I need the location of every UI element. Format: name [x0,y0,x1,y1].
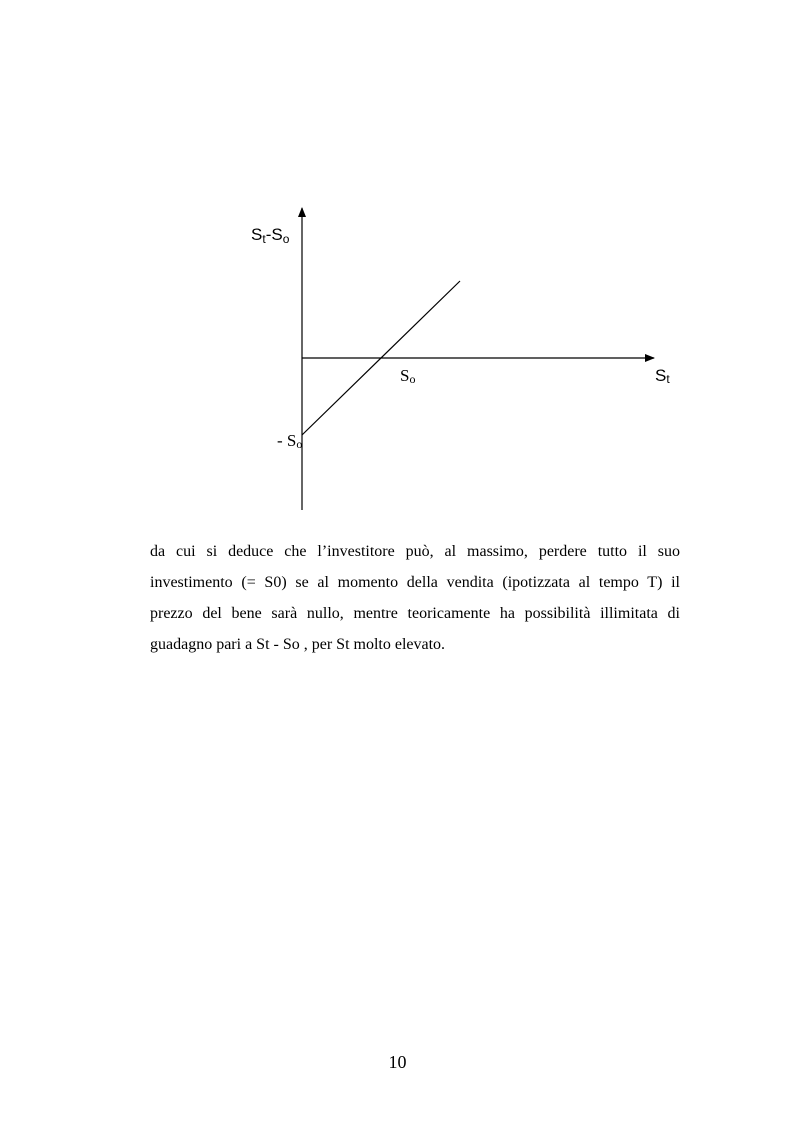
body-paragraph [150,536,680,660]
x-axis-label: St [655,366,670,386]
y-tick-label-minus-s0: - So [277,431,303,451]
y-axis-label: St-So [251,225,290,246]
paragraph-line: investimento (= S0) se al momento della vendita (ipotizzata al tempo T) il [150,574,680,591]
paragraph-line: prezzo del bene sarà nullo, mentre teoricamente ha possibilità illimitata di [150,605,680,622]
page-number: 10 [388,1052,407,1072]
x-tick-label-s0: So [400,366,416,386]
paragraph-line: da cui si deduce che l’investitore può, al massimo, perdere tutto il suo [150,543,680,560]
paragraph-line: guadagno pari a St - So , per St molto elevato. [150,636,446,653]
payoff-chart [0,0,795,530]
